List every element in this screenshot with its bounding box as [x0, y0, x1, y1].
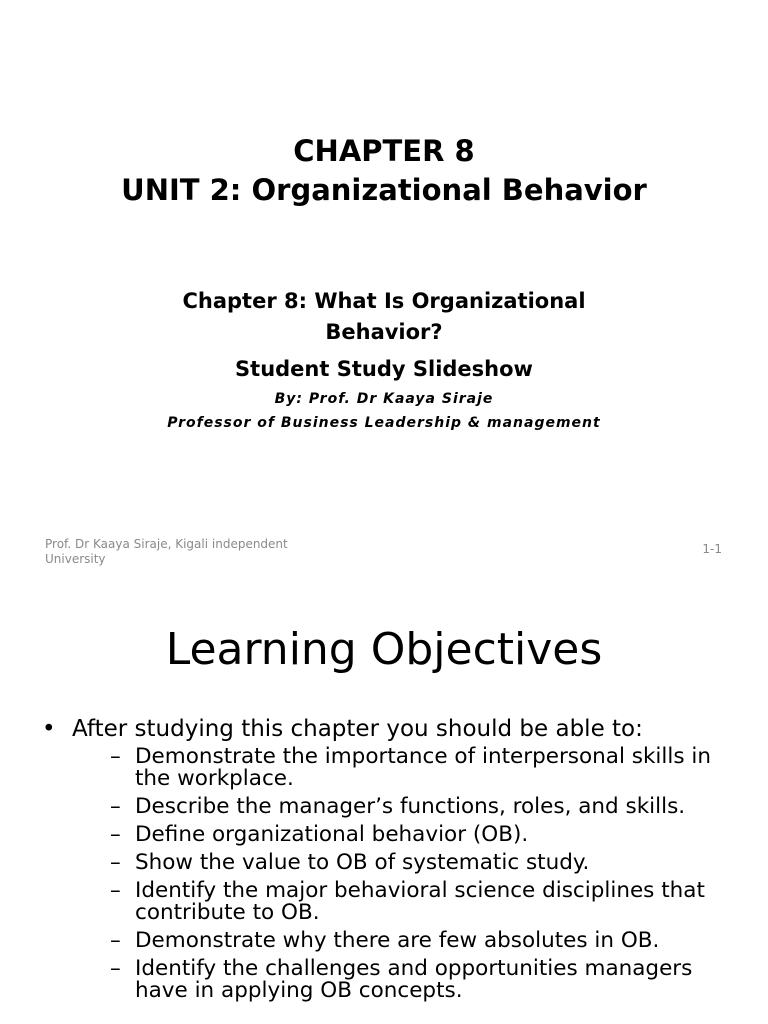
dash-icon: – — [110, 822, 121, 847]
study-label: Student Study Slideshow — [235, 357, 533, 381]
dash-icon: – — [110, 850, 121, 875]
slide-title: Learning Objectives — [165, 624, 603, 675]
objectives-list — [40, 716, 730, 1008]
list-item — [72, 796, 730, 818]
dash-icon: – — [110, 956, 121, 981]
list-item — [72, 746, 730, 790]
list-item — [40, 716, 730, 1002]
dash-icon: – — [110, 744, 121, 769]
objective-text: Identify the challenges and opportunities managers have in applying OB concepts. — [135, 956, 693, 1003]
author-role: Professor of Business Leadership & management — [167, 415, 601, 431]
bullet-text: After studying this chapter you should be able to: — [72, 716, 643, 742]
slide-number: 1-1 — [702, 542, 722, 556]
unit-title: UNIT 2: Organizational Behavior — [121, 173, 647, 207]
objective-text: Demonstrate the importance of interpersonal skills in the workplace. — [135, 744, 711, 791]
objective-text: Define organizational behavior (OB). — [135, 822, 529, 847]
list-item — [72, 852, 730, 874]
slide-footer: Prof. Dr Kaaya Siraje, Kigali independent University — [45, 537, 288, 566]
bullet-icon: • — [42, 716, 56, 742]
objective-text: Describe the manager’s functions, roles, and skills. — [135, 794, 686, 819]
list-item — [72, 880, 730, 924]
list-item — [72, 824, 730, 846]
sub-list — [72, 746, 730, 1002]
list-item — [72, 958, 730, 1002]
objective-text: Demonstrate why there are few absolutes in OB. — [135, 928, 660, 953]
objective-text: Identify the major behavioral science disciplines that contribute to OB. — [135, 878, 705, 925]
dash-icon: – — [110, 928, 121, 953]
objectives-slide — [0, 584, 768, 1024]
author-name: By: Prof. Dr Kaaya Siraje — [274, 391, 494, 407]
objective-text: Show the value to OB of systematic study. — [135, 850, 590, 875]
chapter-title: CHAPTER 8 — [293, 134, 475, 168]
list-item — [72, 930, 730, 952]
dash-icon: – — [110, 794, 121, 819]
dash-icon: – — [110, 878, 121, 903]
chapter-subtitle: Chapter 8: What Is Organizational Behavior? — [182, 289, 586, 344]
